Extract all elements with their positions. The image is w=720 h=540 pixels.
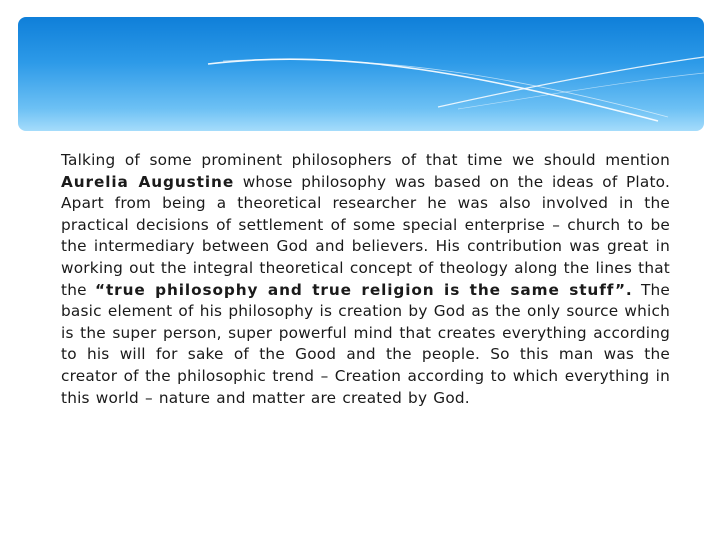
paragraph-text-3: The basic element of his philosophy is creation by God as the only source which is the super person, super powerful mind that creates everything according to his will for sake of the Good and the people. So this man was the creator of the philosophic trend – Creation according to which everything in this world – nature and matter are created by God.: [61, 280, 670, 407]
paragraph-text-1: Talking of some prominent philosophers of that time we should mention: [61, 151, 670, 169]
paragraph-text-2: whose philosophy was based on the ideas of Plato. Apart from being a theoretical researcher he was also involved in the practical decisions of settlement of some special enterprise – church to be the intermediary between God and believers. His contribution was great in working out the integral theoretical concept of theology along the lines that the: [61, 172, 671, 299]
quote-text: “true philosophy and true religion is the same stuff”.: [95, 280, 633, 299]
wave-lines-decoration: [18, 17, 704, 131]
header-banner: [18, 17, 704, 131]
philosopher-name: Aurelia Augustine: [61, 172, 235, 191]
body-paragraph: [61, 150, 670, 409]
